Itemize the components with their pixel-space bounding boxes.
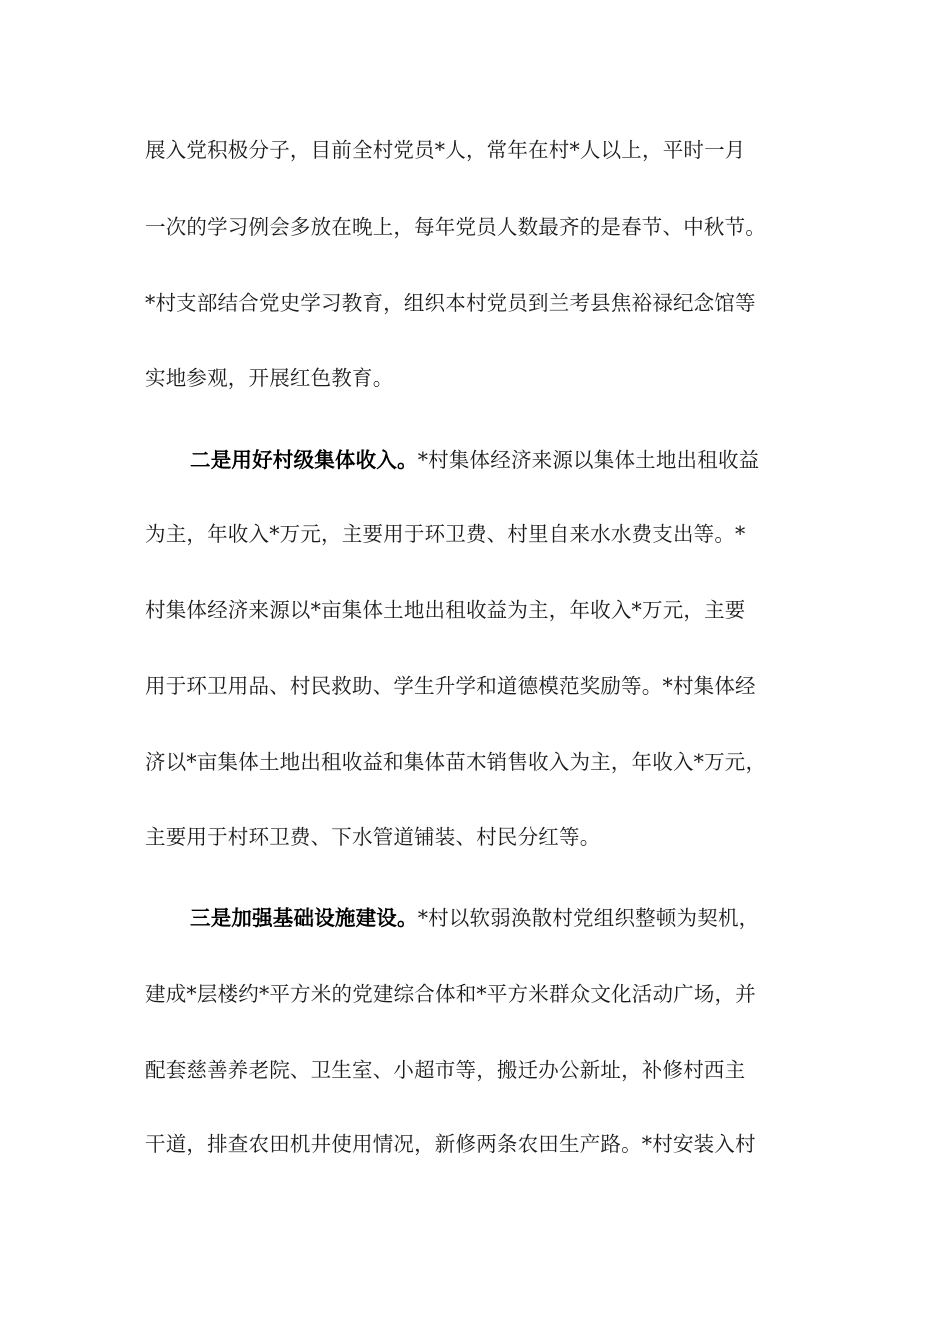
paragraph-2-line-4: 用于环卫用品、村民救助、学生升学和道德模范奖励等。*村集体经 — [145, 674, 756, 698]
paragraph-3-line-4: 干道，排查农田机井使用情况，新修两条农田生产路。*村安装入村 — [145, 1132, 756, 1156]
paragraph-2-heading: 二是用好村级集体收入。 — [190, 448, 418, 472]
paragraph-3-first-line-text: *村以软弱涣散村党组织整顿为契机， — [417, 906, 760, 930]
paragraph-1-line-4: 实地参观，开展红色教育。 — [145, 366, 394, 390]
paragraph-2-first-line — [190, 443, 805, 477]
paragraph-2-line-3: 村集体经济来源以*亩集体土地出租收益为主，年收入*万元，主要 — [145, 598, 746, 622]
paragraph-1-line-3: *村支部结合党史学习教育，组织本村党员到兰考县焦裕禄纪念馆等 — [145, 291, 756, 315]
paragraph-3-line-3: 配套慈善养老院、卫生室、小超市等，搬迁办公新址，补修村西主 — [145, 1058, 746, 1082]
paragraph-1-line-1: 展入党积极分子，目前全村党员*人，常年在村*人以上，平时一月 — [145, 138, 746, 162]
paragraph-2-line-6: 主要用于村环卫费、下水管道铺装、村民分红等。 — [145, 825, 601, 849]
paragraph-2-first-line-text: *村集体经济来源以集体土地出租收益 — [417, 448, 760, 472]
paragraph-3-line-2: 建成*层楼约*平方米的党建综合体和*平方米群众文化活动广场，并 — [145, 982, 756, 1006]
paragraph-2-line-5: 济以*亩集体土地出租收益和集体苗木销售收入为主，年收入*万元， — [145, 750, 767, 774]
paragraph-3-heading: 三是加强基础设施建设。 — [190, 906, 418, 930]
paragraph-2-line-2: 为主，年收入*万元，主要用于环卫费、村里自来水水费支出等。* — [145, 522, 746, 546]
paragraph-3-first-line — [190, 901, 805, 935]
paragraph-1-line-2: 一次的学习例会多放在晚上，每年党员人数最齐的是春节、中秋节。 — [145, 215, 766, 239]
